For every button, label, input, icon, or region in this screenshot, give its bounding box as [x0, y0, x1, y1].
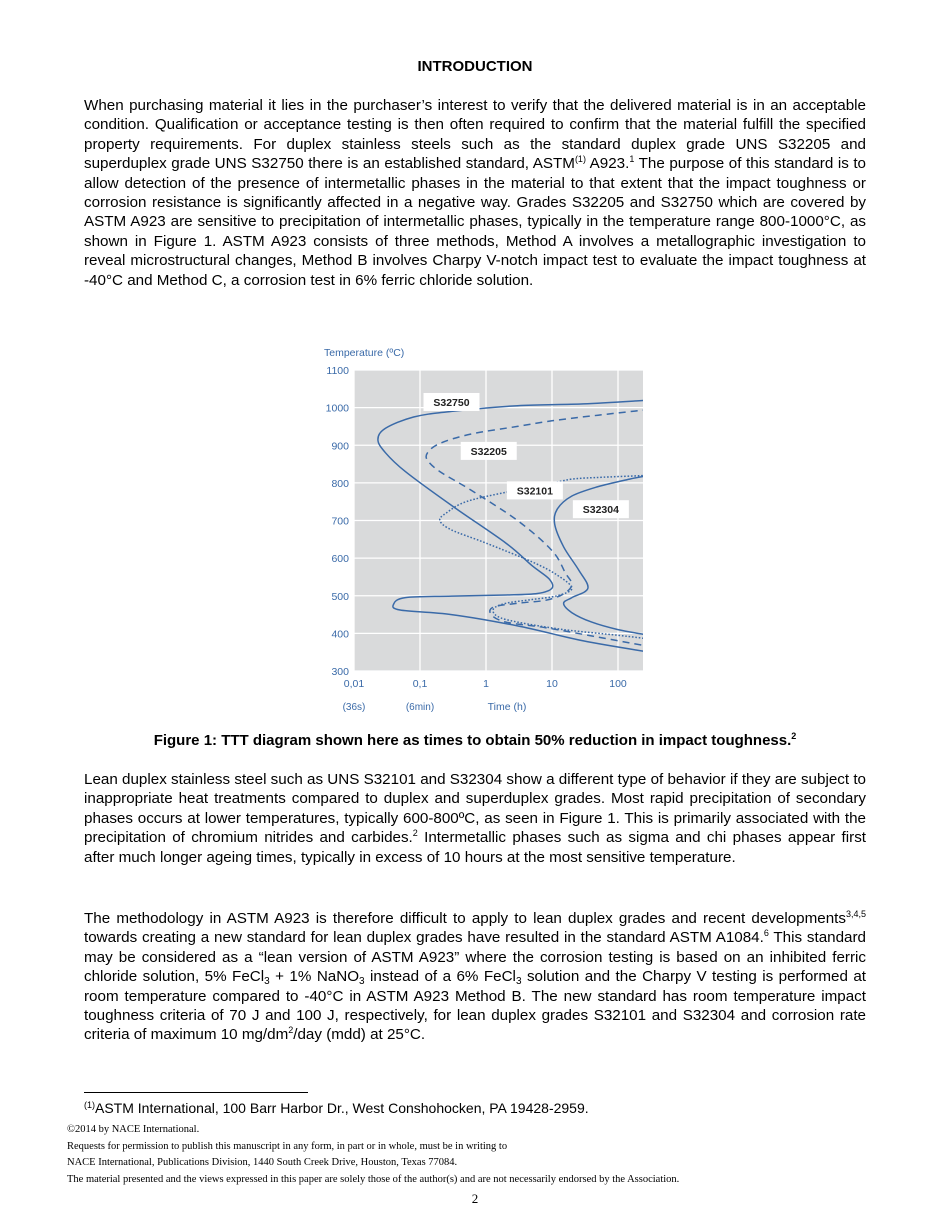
x-sub-label: (36s)	[342, 702, 366, 713]
para1-text-1: When purchasing material it lies in the purchaser’s interest to verify that the delivered material is in an acceptable condition. Qualification or acceptance testing is then often required to confirm that the material fulfill the specified property requirements. For duplex stainless steels such as the standard duplex grade UNS S32205 and superduplex grade UNS S32750 there is an established standard, ASTM	[84, 97, 866, 173]
y-axis-label: Temperature (ºC)	[324, 347, 405, 359]
y-tick-label: 1000	[325, 402, 349, 415]
para3-text-5: instead of a 6% FeCl	[364, 968, 516, 986]
para3-sup-2: 6	[763, 928, 769, 939]
lean-duplex-paragraph	[84, 770, 866, 867]
footnote-text: ASTM International, 100 Barr Harbor Dr., West Conshohocken, PA 19428-2959.	[95, 1100, 589, 1116]
para2-sup-1: 2	[412, 828, 418, 839]
para3-text-6: solution and the Charpy V testing is performed at room temperature compared to -40°C in ASTM A923 Method B. The new standard has room temperature impact toughness criteria of 70 J and 100 J, respectively, for lean duplex grades S32101 and S32304 and corrosion rate criteria of maximum 10 mg/dm	[84, 968, 866, 1044]
caption-sup: 2	[791, 731, 797, 741]
x-tick-label: 1	[483, 678, 489, 690]
series-label-s32101: S32101	[516, 485, 553, 498]
para3-text-4: + 1% NaNO	[269, 968, 360, 986]
para3-sub-3: 3	[515, 976, 522, 988]
para3-text-1: The methodology in ASTM A923 is therefore difficult to apply to lean duplex grades and recent developments	[84, 910, 846, 927]
y-tick-label: 600	[331, 553, 349, 566]
x-tick-label: 0,1	[412, 678, 428, 690]
y-tick-label: 400	[331, 628, 349, 641]
intro-paragraph	[84, 96, 866, 290]
para1-sup-1: (1)	[574, 154, 586, 165]
para3-text-2: towards creating a new standard for lean duplex grades have resulted in the standard ASTM A1084.	[84, 929, 764, 947]
footnote-marker: (1)	[84, 1100, 95, 1110]
y-tick-label: 700	[331, 515, 349, 528]
para3-text-3: This standard may be considered as a “lean version of ASTM A923” where the corrosion testing is based on an inhibited ferric chloride solution, 5% FeCl	[84, 929, 866, 986]
x-tick-label: 10	[546, 678, 558, 690]
section-heading: INTRODUCTION	[417, 58, 533, 75]
ttt-chart	[312, 340, 647, 720]
methodology-paragraph	[84, 909, 866, 1045]
y-tick-labels	[326, 365, 350, 678]
disclaimer-line: The material presented and the views expressed in this paper are solely those of the author(s) and are not necessarily endorsed by the Association.	[67, 1174, 680, 1185]
x-sub-label: (6min)	[405, 702, 435, 713]
footnote	[84, 1100, 589, 1116]
series-label-s32304: S32304	[582, 504, 619, 517]
x-axis-label: Time (h)	[487, 701, 527, 713]
para1-text-2: A923.	[585, 155, 630, 173]
para3-sub-2: 3	[359, 976, 365, 988]
para1-text-3: The purpose of this standard is to allow detection of the presence of intermetallic phases in the material to that extent that the impact toughness or corrosion resistance is significantly affected in a negative way. Grades S32205 and S32750 which are covered by ASTM A923 are sensitive to precipitation of intermetallic phases, typically in the temperature range 800-1000°C, as shown in Figure 1. ASTM A923 consists of three methods, Method A involves a metallographic investigation to reveal microstructural changes, Method B involves Charpy V-notch impact test to evaluate the impact toughness at -40°C and Method C, a corrosion test in 6% ferric chloride solution.	[84, 155, 867, 289]
x-tick-label: 0,01	[343, 678, 365, 690]
para2-text-1: Lean duplex stainless steel such as UNS S32101 and S32304 show a different type of behavior if they are subject to inappropriate heat treatments compared to duplex and superduplex grades. Most rapid precipitation of secondary phases occurs at lower temperatures, typically 600-800ºC, as seen in Figure 1. This is primarily associated with the precipitation of chromium nitrides and carbides.	[84, 771, 866, 847]
para3-sub-1: 3	[264, 976, 270, 988]
para1-sup-2: 1	[629, 154, 635, 165]
page-number: 2	[471, 1191, 479, 1206]
y-tick-label: 300	[331, 666, 349, 678]
para3-sup-1: 3,4,5	[845, 909, 866, 919]
copyright-line: ©2014 by NACE International.	[67, 1124, 200, 1135]
y-tick-label: 500	[331, 590, 349, 603]
series-label-s32205: S32205	[470, 445, 507, 458]
y-tick-label: 800	[331, 477, 349, 490]
permission-line: Requests for permission to publish this manuscript in any form, in part or in whole, must be in writing to	[67, 1141, 508, 1152]
figure-ttt-diagram	[312, 340, 647, 720]
series-label-s32750: S32750	[433, 396, 470, 409]
caption-text: Figure 1: TTT diagram shown here as times to obtain 50% reduction in impact toughness.	[153, 732, 792, 749]
para2-text-2: Intermetallic phases such as sigma and chi phases appear first after much longer ageing times, typically in excess of 10 hours at the most sensitive temperature.	[84, 829, 867, 866]
x-tick-label: 100	[609, 678, 627, 690]
address-line: NACE International, Publications Division, 1440 South Creek Drive, Houston, Texas 77084.	[67, 1157, 458, 1168]
x-sub-labels	[343, 702, 435, 713]
para3-text-7: /day (mdd) at 25°C.	[293, 1026, 426, 1044]
x-tick-labels	[344, 678, 627, 690]
para3-sup-3: 2	[288, 1025, 294, 1036]
figure-caption	[0, 732, 950, 749]
footnote-rule	[84, 1092, 308, 1093]
y-tick-label: 1100	[326, 365, 349, 377]
y-tick-label: 900	[331, 440, 349, 453]
